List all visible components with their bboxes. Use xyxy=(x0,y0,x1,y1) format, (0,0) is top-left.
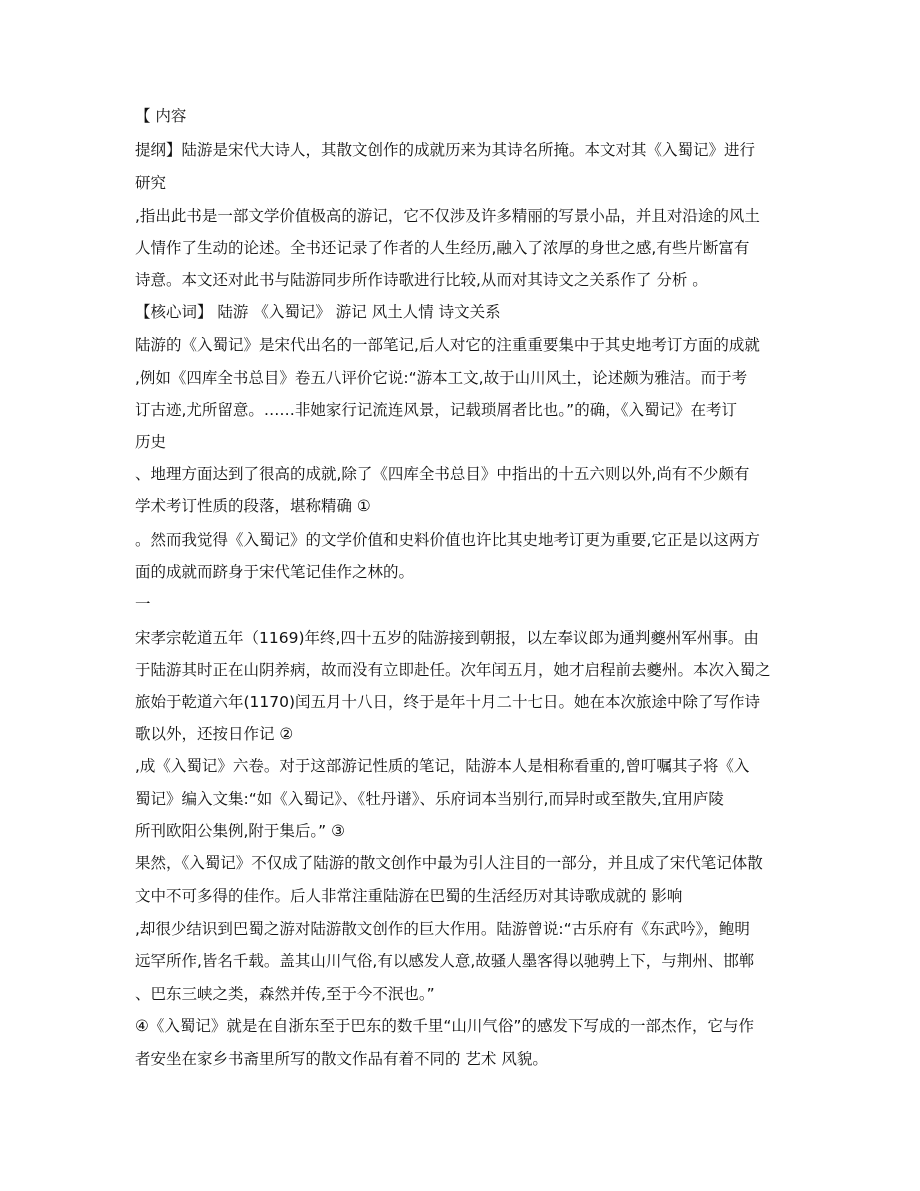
text-line: 【核心词】 陆游 《入蜀记》 游记 风土人情 诗文关系 xyxy=(135,303,501,321)
text-line: 旅始于乾道六年(1170)闰五月十八日，终于是年十月二十七日。她在本次旅途中除了写作诗 xyxy=(135,693,761,711)
text-line: 所刊欧阳公集例,附于集后。” ③ xyxy=(135,822,346,840)
text-line: 歌以外，还按日作记 ② xyxy=(135,725,294,743)
text-line: 面的成就而跻身于宋代笔记佳作之林的。 xyxy=(135,563,415,581)
section-number: 一 xyxy=(135,595,151,613)
text-line: 蜀记》编入文集:“如《入蜀记》、《牡丹谱》、乐府词本当别行,而异时或至散失,宜用庐陵 xyxy=(135,790,724,808)
text-line: 历史 xyxy=(135,433,167,451)
text-line: 果然，《入蜀记》不仅成了陆游的散文创作中最为引人注目的一部分，并且成了宋代笔记体散 xyxy=(135,854,763,872)
text-line: 、巴东三峡之类，森然并传,至于今不泯也。” xyxy=(135,985,435,1003)
text-line: ,指出此书是一部文学价值极高的游记，它不仅涉及许多精丽的写景小品，并且对沿途的风土 xyxy=(135,207,760,225)
text-line: 提纲】陆游是宋代大诗人，其散文创作的成就历来为其诗名所掩。本文对其《入蜀记》进行 xyxy=(135,141,756,159)
text-line: ,例如《四库全书总目》卷五八评价它说:“游本工文,故于山川风土，论述颇为雅洁。而于考 xyxy=(135,369,748,387)
text-line: ,却很少结识到巴蜀之游对陆游散文创作的巨大作用。陆游曾说:“古乐府有《东武吟》，鲍明 xyxy=(135,920,750,938)
text-line: 研究 xyxy=(135,174,167,192)
text-line: ④《入蜀记》就是在自浙东至于巴东的数千里“山川气俗”的感发下写成的一部杰作，它与作 xyxy=(135,1017,754,1035)
text-line: 、地理方面达到了很高的成就,除了《四库全书总目》中指出的十五六则以外,尚有不少颇有 xyxy=(135,465,750,483)
text-line: 文中不可多得的佳作。后人非常注重陆游在巴蜀的生活经历对其诗歌成就的 影响 xyxy=(135,887,683,905)
text-line: 人情作了生动的论述。全书还记录了作者的人生经历,融入了浓厚的身世之感,有些片断富有 xyxy=(135,239,750,257)
text-line: 订古迹,尤所留意。……非她家行记流连风景，记载琐屑者比也。”的确，《入蜀记》在考订 xyxy=(135,401,737,419)
text-line: 【 内容 xyxy=(135,107,187,125)
text-line: 宋孝宗乾道五年（1169)年终,四十五岁的陆游接到朝报，以左奉议郎为通判夔州军州事。由 xyxy=(135,629,759,647)
text-line: 于陆游其时正在山阴养病，故而没有立即赴任。次年闰五月，她才启程前去夔州。本次入蜀之 xyxy=(135,661,771,679)
text-line: 陆游的《入蜀记》是宋代出名的一部笔记,后人对它的注重重要集中于其史地考订方面的成就 xyxy=(135,336,760,354)
text-line: 。然而我觉得《入蜀记》的文学价值和史料价值也许比其史地考订更为重要,它正是以这两方 xyxy=(135,531,760,549)
text-line: 远罕所作,皆名千载。盖其山川气俗,有以感发人意,故骚人墨客得以驰骋上下，与荆州、邯郸 xyxy=(135,952,755,970)
text-line: 学术考订性质的段落，堪称精确 ① xyxy=(135,497,371,515)
text-line: ,成《入蜀记》六卷。对于这部游记性质的笔记，陆游本人是相称看重的,曾叮嘱其子将《入 xyxy=(135,757,750,775)
text-line: 者安坐在家乡书斋里所写的散文作品有着不同的 艺术 风貌。 xyxy=(135,1050,548,1068)
text-line: 诗意。本文还对此书与陆游同步所作诗歌进行比较,从而对其诗文之关系作了 分析 。 xyxy=(135,271,708,289)
